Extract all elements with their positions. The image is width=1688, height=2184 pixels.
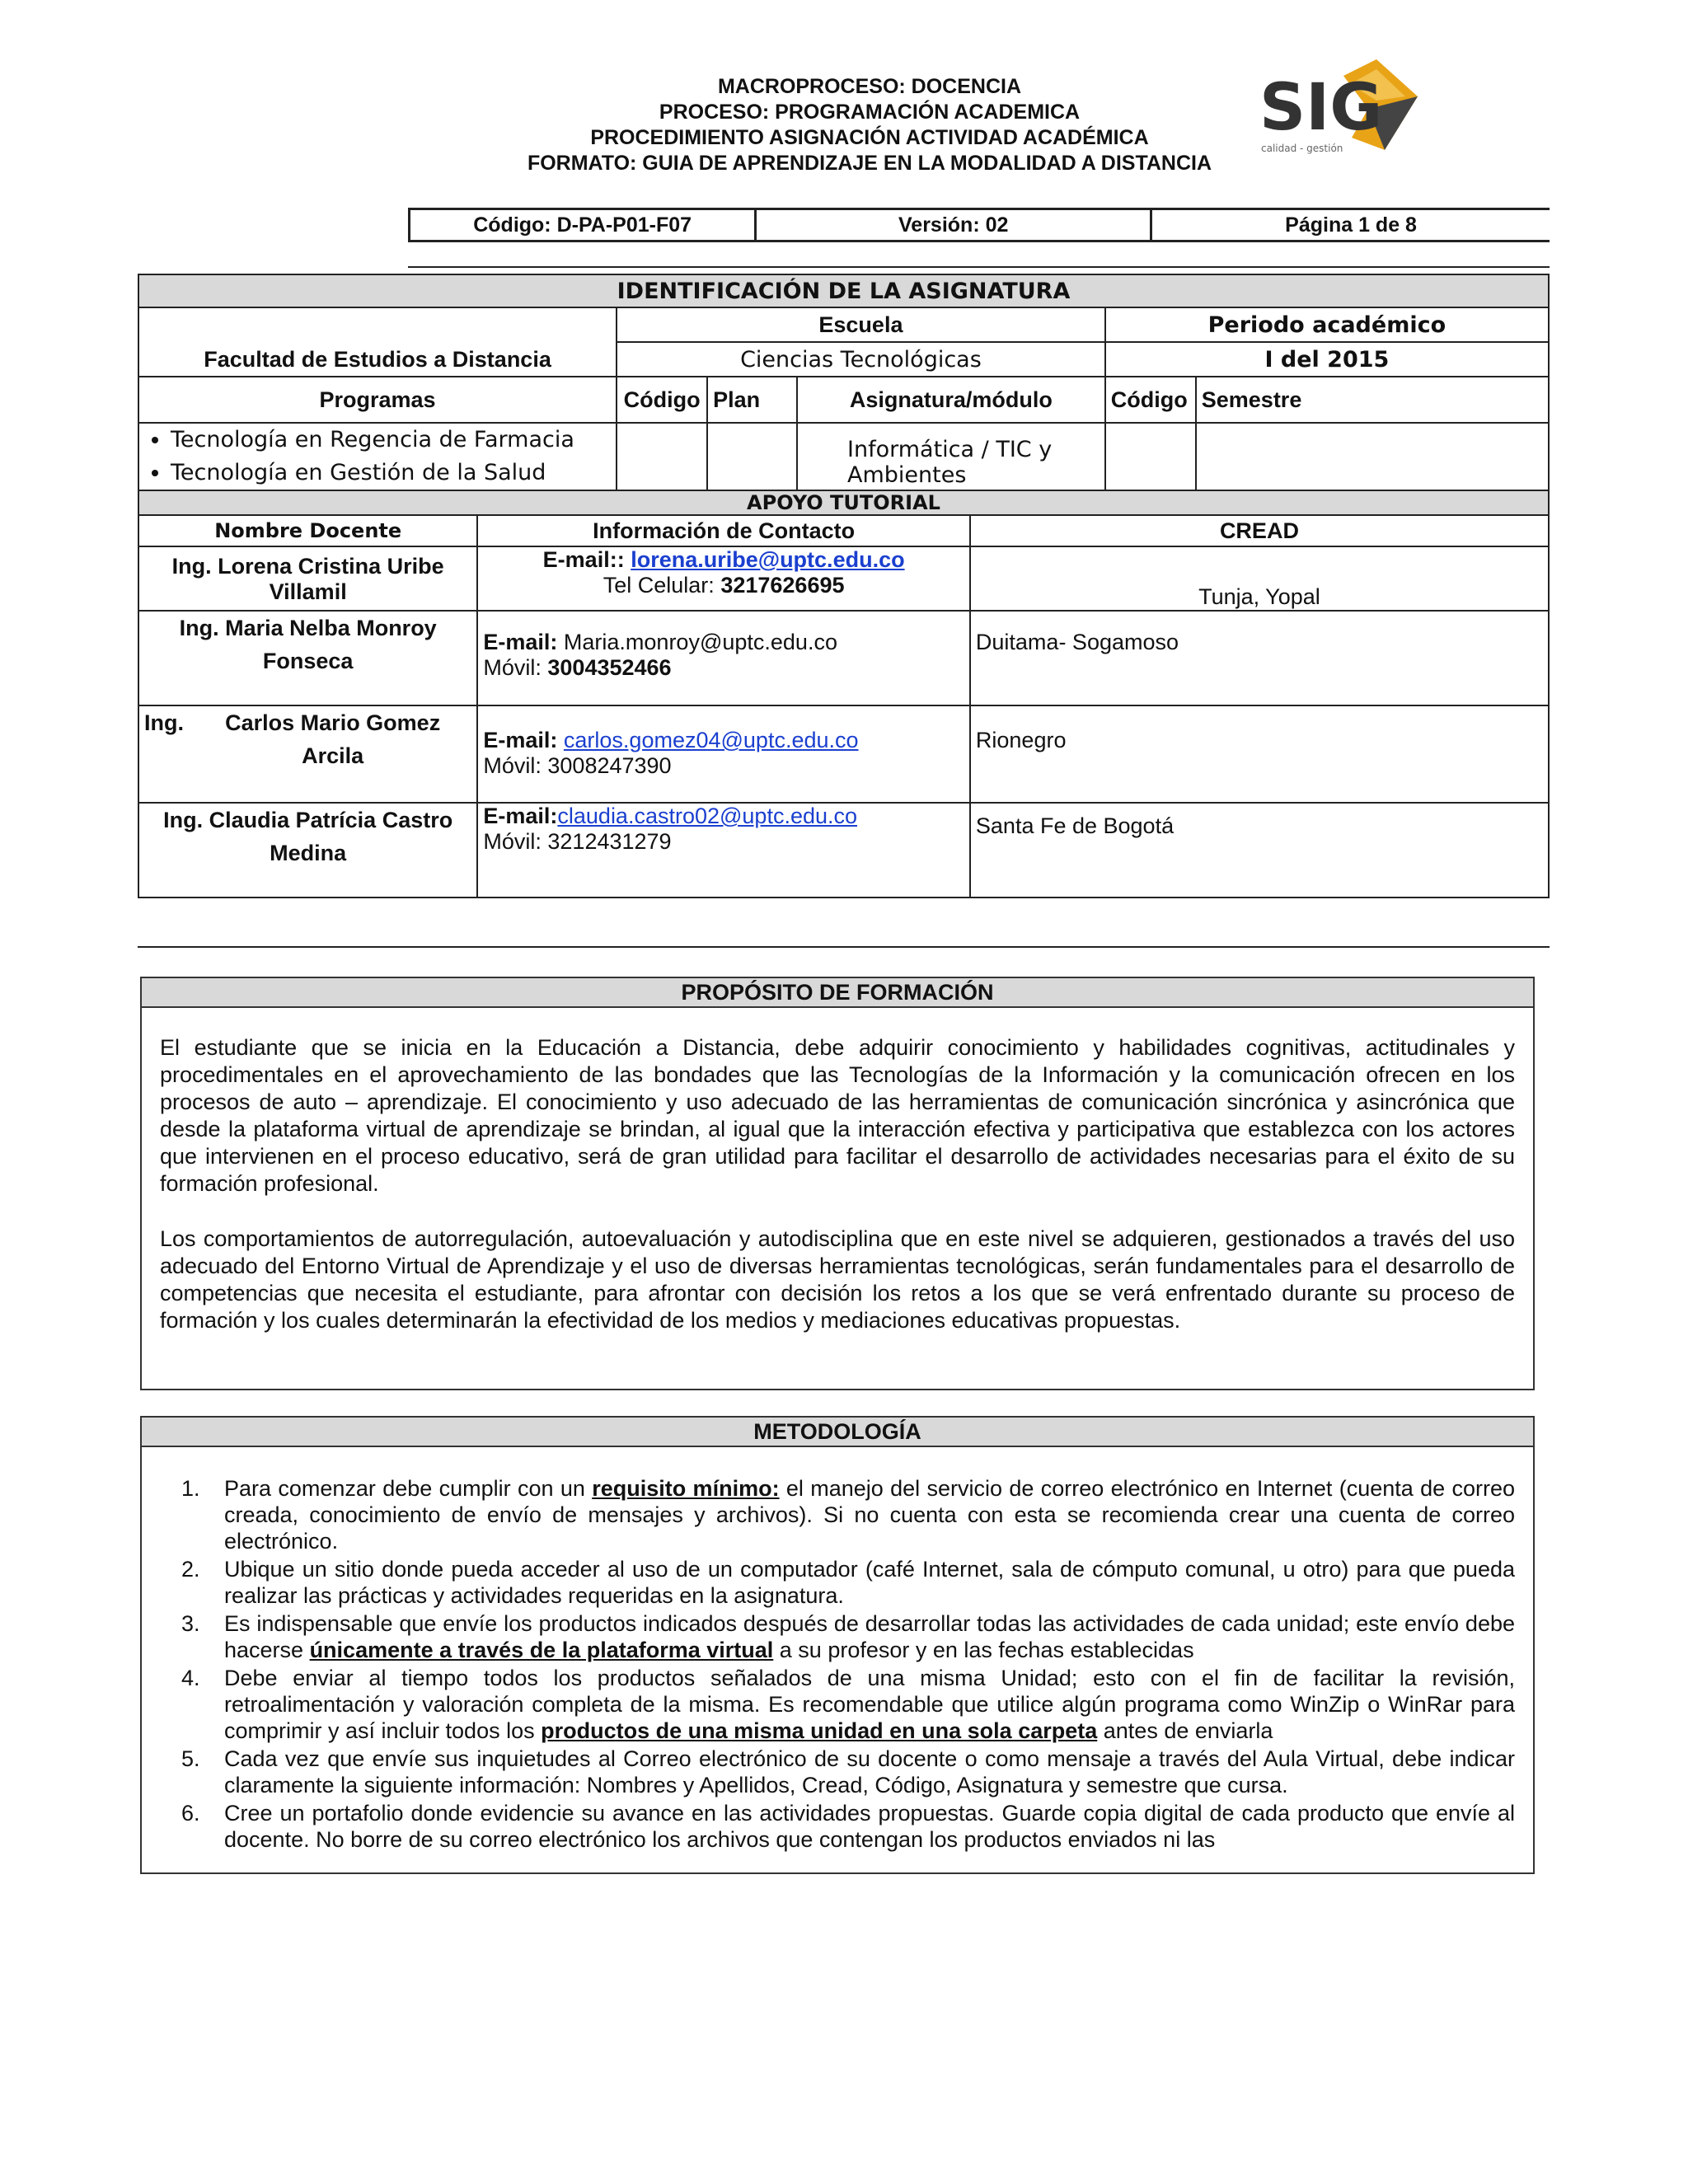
col-subject: Asignatura/módulo bbox=[797, 377, 1105, 423]
col-plan: Plan bbox=[707, 377, 797, 423]
col-cread: CREAD bbox=[970, 515, 1549, 546]
teacher-contact bbox=[477, 803, 970, 898]
school-name: Ciencias Tecnológicas bbox=[617, 342, 1105, 377]
col-programs: Programas bbox=[138, 377, 617, 423]
document-code-bar bbox=[408, 208, 1550, 242]
divider bbox=[138, 946, 1550, 948]
col-semester: Semestre bbox=[1196, 377, 1549, 423]
teacher-phone: 3008247390 bbox=[547, 753, 672, 778]
teacher-contact bbox=[477, 611, 970, 705]
teacher-fullname: Carlos Mario Gomez Arcila bbox=[225, 710, 441, 768]
subject-name: Informática / TIC y Ambientes bbox=[797, 423, 1105, 490]
phone-label: Móvil: bbox=[483, 753, 542, 778]
teacher-phone: 3004352466 bbox=[547, 655, 672, 680]
divider bbox=[408, 266, 1550, 268]
purpose-paragraph-1: El estudiante que se inicia en la Educación a Distancia, debe adquirir conocimiento y habilidades cognitivas, actitudinales y procedimentales en el aprovechamiento de las bondades que las Tecnologías de la Información y la comunicación ofrecen en los procesos de auto – aprendizaje. El conocimiento y uso adecuado de las herramientas de comunicación sincrónica y asincrónica que desde la plataforma virtual de aprendizaje se brindan, al igual que la interacción efectiva y participativa que establezca con los actores que intervienen en el proceso educativo, será de gran utilidad para facilitar el desarrollo de actividades necesarias para el éxito de su formación profesional. bbox=[160, 1035, 1515, 1196]
document-header bbox=[412, 74, 1327, 176]
list-item: 5. Cada vez que envíe sus inquietudes al Correo electrónico de su docente o como mensaje a través del Aula Virtual, debe indicar claramente la siguiente información: Nombres y Apellidos, Cread, Código, Asignatura y semestre que cursa. bbox=[206, 1746, 1515, 1798]
logo-subtext: calidad - gestión bbox=[1261, 143, 1343, 154]
col-code-2: Código bbox=[1105, 377, 1196, 423]
program-code-cell bbox=[617, 423, 707, 490]
academic-period: I del 2015 bbox=[1105, 342, 1549, 377]
list-item: 6. Cree un portafolio donde evidencie su avance en las actividades propuestas. Guarde copia digital de cada producto que envíe al docente. No borre de su correo electrónico los archivos que contengan los productos enviados ni las bbox=[206, 1800, 1515, 1853]
col-contact-info: Información de Contacto bbox=[477, 515, 970, 546]
teacher-email: Maria.monroy@uptc.edu.co bbox=[563, 630, 837, 654]
teacher-contact bbox=[477, 546, 970, 611]
teacher-email-link[interactable]: lorena.uribe@uptc.edu.co bbox=[631, 547, 905, 572]
teacher-cread: Rionegro bbox=[970, 705, 1549, 803]
plan-cell bbox=[707, 423, 797, 490]
email-label: E-mail: bbox=[483, 630, 558, 654]
period-label: Periodo académico bbox=[1105, 307, 1549, 342]
teacher-phone: 3212431279 bbox=[547, 829, 672, 854]
subject-code-cell bbox=[1105, 423, 1196, 490]
list-item: 1. Para comenzar debe cumplir con un requisito mínimo: el manejo del servicio de correo electrónico en Internet (cuenta de correo creada, conocimiento de envío de mensajes y archivos). Si no cuenta con esta se recomienda crear una cuenta de correo electrónico. bbox=[206, 1475, 1515, 1554]
methodology-list bbox=[142, 1475, 1533, 1859]
methodology-title: METODOLOGÍA bbox=[142, 1418, 1533, 1447]
list-item: 4. Debe enviar al tiempo todos los productos señalados de una misma Unidad; esto con el fin de facilitar la revisión, retroalimentación y valoración completa de la misma. Es recomendable que utilice algún programa como WinZip o WinRar para comprimir y así incluir todos los productos de una misma unidad en una sola carpeta antes de enviarla bbox=[206, 1665, 1515, 1744]
phone-label: Móvil: bbox=[483, 829, 542, 854]
purpose-section bbox=[140, 977, 1535, 1390]
phone-label: Móvil: bbox=[483, 655, 542, 680]
header-line-4: FORMATO: GUIA DE APRENDIZAJE EN LA MODALIDAD A DISTANCIA bbox=[527, 152, 1212, 175]
teacher-contact bbox=[477, 705, 970, 803]
document-page: Página 1 de 8 bbox=[1285, 213, 1417, 237]
sig-logo-icon bbox=[1253, 51, 1426, 175]
teacher-name bbox=[138, 705, 477, 803]
faculty-name: Facultad de Estudios a Distancia bbox=[138, 307, 617, 377]
list-item: • Tecnología en Gestión de la Salud bbox=[171, 457, 616, 490]
teacher-cread: Duitama- Sogamoso bbox=[970, 611, 1549, 705]
teacher-name: Ing. Claudia Patrícia Castro Medina bbox=[138, 803, 477, 898]
folder-emphasis: productos de una misma unidad en una sola carpeta bbox=[541, 1718, 1098, 1743]
sig-logo bbox=[1253, 51, 1426, 175]
teacher-email-link[interactable]: carlos.gomez04@uptc.edu.co bbox=[563, 728, 859, 752]
teacher-cread: Tunja, Yopal bbox=[970, 546, 1549, 611]
program-list bbox=[139, 424, 616, 490]
list-item: 2. Ubique un sitio donde pueda acceder al uso de un computador (café Internet, sala de cómputo comunal, u otro) para que pueda realizar las prácticas y actividades requeridas en la asignatura. bbox=[206, 1556, 1515, 1609]
teacher-cread: Santa Fe de Bogotá bbox=[970, 803, 1549, 898]
col-teacher-name: Nombre Docente bbox=[138, 515, 477, 546]
methodology-section bbox=[140, 1416, 1535, 1874]
list-item: 3. Es indispensable que envíe los productos indicados después de desarrollar todas las actividades de cada unidad; este envío debe hacerse únicamente a través de la plataforma virtual a su profesor y en las fechas establecidas bbox=[206, 1610, 1515, 1663]
email-label: E-mail: bbox=[483, 728, 558, 752]
col-code: Código bbox=[617, 377, 707, 423]
purpose-title: PROPÓSITO DE FORMACIÓN bbox=[142, 978, 1533, 1008]
platform-emphasis: únicamente a través de la plataforma virtual bbox=[309, 1638, 774, 1662]
phone-label: Tel Celular: bbox=[603, 573, 715, 598]
teacher-name: Ing. Lorena Cristina Uribe Villamil bbox=[138, 546, 477, 611]
teacher-name: Ing. Maria Nelba Monroy Fonseca bbox=[138, 611, 477, 705]
header-line-1: MACROPROCESO: DOCENCIA bbox=[717, 75, 1022, 98]
school-label: Escuela bbox=[617, 307, 1105, 342]
teacher-title: Ing. bbox=[144, 710, 184, 735]
teacher-email-link[interactable]: claudia.castro02@uptc.edu.co bbox=[557, 804, 858, 828]
tutorial-support-title: APOYO TUTORIAL bbox=[138, 490, 1549, 515]
email-label: E-mail:: bbox=[542, 547, 625, 572]
semester-cell bbox=[1196, 423, 1549, 490]
header-line-3: PROCEDIMIENTO ASIGNACIÓN ACTIVIDAD ACADÉMICA bbox=[590, 126, 1149, 149]
teacher-phone: 3217626695 bbox=[720, 573, 845, 598]
header-line-2: PROCESO: PROGRAMACIÓN ACADEMICA bbox=[659, 101, 1081, 124]
identification-title: IDENTIFICACIÓN DE LA ASIGNATURA bbox=[138, 274, 1549, 307]
document-version: Versión: 02 bbox=[757, 210, 1152, 240]
identification-table bbox=[138, 274, 1550, 898]
minimum-requirement: requisito mínimo: bbox=[592, 1476, 780, 1501]
programs-cell bbox=[138, 423, 617, 490]
list-item: • Tecnología en Regencia de Farmacia bbox=[171, 424, 616, 457]
email-label: E-mail: bbox=[483, 804, 558, 828]
logo-text: SIG bbox=[1259, 71, 1383, 145]
purpose-paragraph-2: Los comportamientos de autorregulación, autoevaluación y autodisciplina que en este nivel se adquieren, gestionados a través del uso adecuado del Entorno Virtual de Aprendizaje y el uso de diversas herramientas tecnológicas, serán fundamentales para el desarrollo de competencias que necesita el estudiante, para afrontar con decisión los retos a los que se verá enfrentado durante su proceso de formación y los cuales determinarán la efectividad de los medios y mediaciones educativas propuestas. bbox=[160, 1226, 1515, 1333]
document-code: Código: D-PA-P01-F07 bbox=[408, 210, 757, 240]
